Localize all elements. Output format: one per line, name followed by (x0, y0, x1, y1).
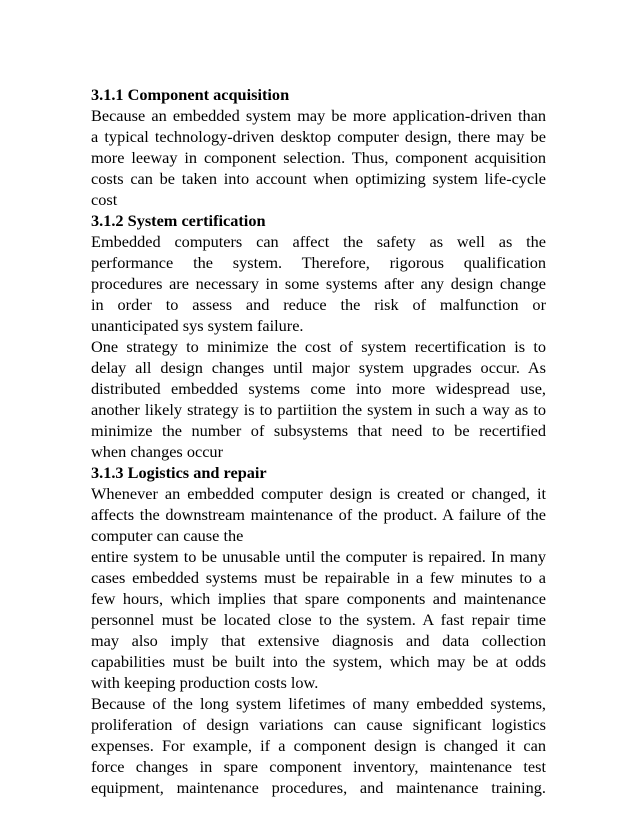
section-heading-system-certification: 3.1.2 System certification (91, 211, 266, 230)
paragraph (91, 231, 546, 336)
text-line: capabilities must be built into the system, which may be at odds (91, 652, 546, 671)
text-line: cost (91, 190, 118, 209)
text-line: force changes in spare component inventory, maintenance test (91, 757, 546, 776)
section-heading-component-acquisition: 3.1.1 Component acquisition (91, 85, 290, 104)
text-line: proliferation of design variations can cause significant logistics (91, 715, 546, 734)
text-line: with keeping production costs low. (91, 673, 319, 692)
paragraph (91, 483, 546, 546)
text-line: when changes occur (91, 442, 223, 461)
text-line: personnel must be located close to the system. A fast repair time (91, 610, 546, 629)
text-line: Embedded computers can affect the safety as well as the (91, 232, 546, 251)
paragraph (91, 546, 546, 693)
text-line: expenses. For example, if a component design is changed it can (91, 736, 546, 755)
text-line: a typical technology-driven desktop computer design, there may be (91, 127, 546, 146)
text-line: another likely strategy is to partiition the system in such a way as to (91, 400, 546, 419)
text-line: entire system to be unusable until the computer is repaired. In many (91, 547, 546, 566)
text-line: more leeway in component selection. Thus, component acquisition (91, 148, 546, 167)
text-line: cases embedded systems must be repairable in a few minutes to a (91, 568, 546, 587)
text-line: computer can cause the (91, 526, 244, 545)
text-line: Because of the long system lifetimes of many embedded systems, (91, 694, 546, 713)
text-line: minimize the number of subsystems that need to be recertified (91, 421, 546, 440)
document-page (91, 84, 546, 798)
text-line: unanticipated sys system failure. (91, 316, 304, 335)
text-line: equipment, maintenance procedures, and maintenance training. (91, 778, 546, 797)
text-line: delay all design changes until major system upgrades occur. As (91, 358, 546, 377)
text-line: few hours, which implies that spare components and maintenance (91, 589, 546, 608)
section-heading-logistics-and-repair: 3.1.3 Logistics and repair (91, 463, 267, 482)
text-line: affects the downstream maintenance of the product. A failure of the (91, 505, 546, 524)
text-line: may also imply that extensive diagnosis and data collection (91, 631, 546, 650)
text-line: in order to assess and reduce the risk of malfunction or (91, 295, 546, 314)
text-line: One strategy to minimize the cost of system recertification is to (91, 337, 546, 356)
paragraph (91, 693, 546, 798)
paragraph (91, 105, 546, 210)
text-line: performance the system. Therefore, rigorous qualification (91, 253, 546, 272)
paragraph (91, 336, 546, 462)
text-line: costs can be taken into account when optimizing system life-cycle (91, 169, 546, 188)
text-line: procedures are necessary in some systems after any design change (91, 274, 546, 293)
text-line: distributed embedded systems come into more widespread use, (91, 379, 546, 398)
text-line: Because an embedded system may be more application-driven than (91, 106, 546, 125)
text-line: Whenever an embedded computer design is created or changed, it (91, 484, 546, 503)
